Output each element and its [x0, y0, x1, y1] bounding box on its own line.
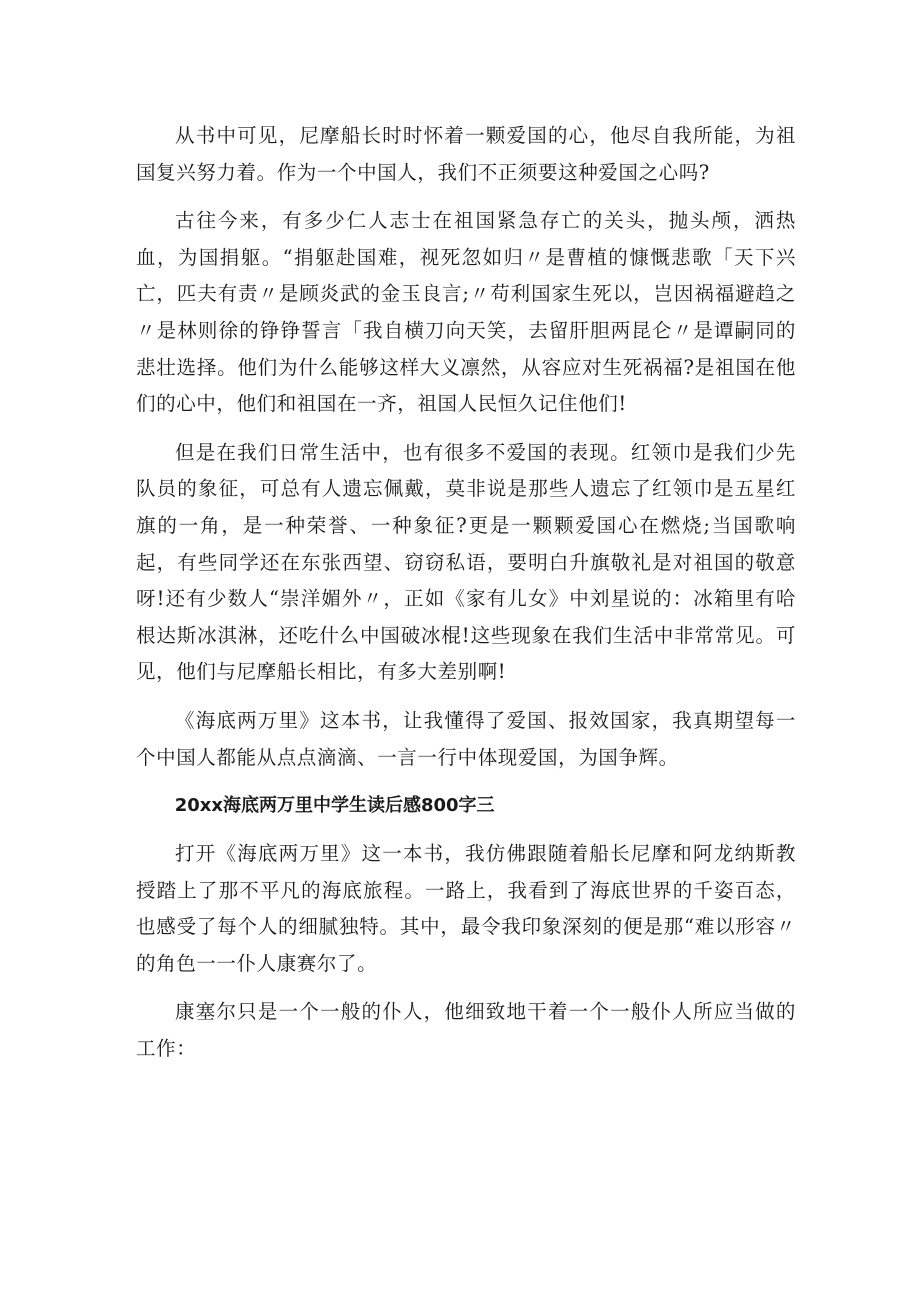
section-heading: 20xx海底两万里中学生读后感800字三	[174, 795, 495, 817]
paragraph-3: 但是在我们日常生活中，也有很多不爱国的表现。红领巾是我们少先队员的象征，可总有人遗忘佩戴，莫非说是那些人遗忘了红领巾是五星红旗的一角，是一种荣誉、一种象征?更是一颗颗爱国心在燃烧;当国歌响起，有些同学还在东张西望、窃窃私语，要明白升旗敬礼是对祖国的敬意呀!还有少数人“崇洋媚外〃，正如《家有儿女》中刘星说的：冰箱里有哈根达斯冰淇淋，还吃什么中国破冰棍!这些现象在我们生活中非常常见。可见，他们与尼摩船长相比，有多大差别啊!	[136, 440, 796, 684]
paragraph-4: 《海底两万里》这本书，让我懂得了爱国、报效国家，我真期望每一个中国人都能从点点滴滴、一言一行中体现爱国，为国争辉。	[136, 708, 796, 769]
paragraph-2: 古往今来，有多少仁人志士在祖国紧急存亡的关头，抛头颅，洒热血，为国捐躯。“捐躯赴国难，视死忽如归〃是曹植的慷慨悲歌「天下兴亡，匹夫有责〃是顾炎武的金玉良言;〃苟利国家生死以，岂因祸福避趋之〃是林则徐的铮铮誓言「我自横刀向天笑，去留肝胆两昆仑〃是谭嗣同的悲壮选择。他们为什么能够这样大义凛然，从容应对生死祸福?是祖国在他们的心中，他们和祖国在一齐，祖国人民恒久记住他们!	[136, 209, 796, 416]
document-body	[136, 118, 796, 1080]
paragraph-5: 打开《海底两万里》这一本书，我仿佛跟随着船长尼摩和阿龙纳斯教授踏上了那不平凡的海底旅程。一路上，我看到了海底世界的千姿百态，也感受了每个人的细腻独特。其中，最令我印象深刻的便是那“难以形容〃的角色一一仆人康赛尔了。	[136, 842, 796, 975]
paragraph-1: 从书中可见，尼摩船长时时怀着一颗爱国的心，他尽自我所能，为祖国复兴努力着。作为一个中国人，我们不正须要这种爱国之心吗?	[136, 124, 796, 184]
paragraph-6: 康塞尔只是一个一般的仆人，他细致地干着一个一般仆人所应当做的工作：	[136, 1000, 796, 1061]
